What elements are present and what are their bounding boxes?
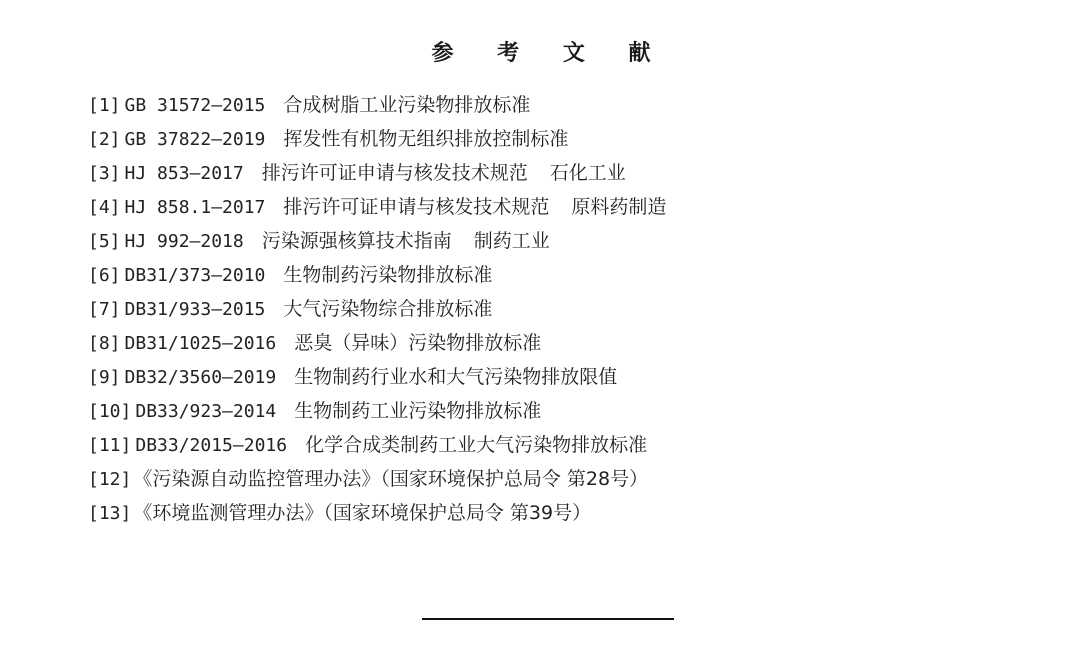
reference-item	[88, 496, 666, 530]
reference-title: 排污许可证申请与核发技术规范	[261, 162, 528, 184]
reference-item	[88, 88, 666, 122]
reference-subtitle: 原料药制造	[571, 196, 667, 218]
reference-number: [10]	[88, 401, 132, 422]
reference-title: 生物制药行业水和大气污染物排放限值	[294, 366, 618, 388]
reference-number: [1]	[88, 95, 121, 116]
reference-code: DB31/933—2015	[124, 299, 266, 320]
reference-number: [3]	[88, 163, 121, 184]
reference-title: 生物制药工业污染物排放标准	[294, 400, 542, 422]
reference-item	[88, 462, 666, 496]
reference-number: [12]	[88, 469, 132, 490]
reference-code: DB32/3560—2019	[124, 367, 277, 388]
reference-code: DB33/923—2014	[135, 401, 277, 422]
end-divider	[422, 618, 674, 620]
reference-number: [11]	[88, 435, 132, 456]
reference-code: GB 37822—2019	[124, 129, 266, 150]
reference-number: [5]	[88, 231, 121, 252]
reference-title: 合成树脂工业污染物排放标准	[283, 94, 531, 116]
reference-number: [6]	[88, 265, 121, 286]
reference-subtitle: 制药工业	[473, 230, 550, 252]
reference-title: 《污染源自动监控管理办法》（国家环境保护总局令 第28号）	[133, 468, 649, 490]
reference-item	[88, 224, 666, 258]
reference-item	[88, 394, 666, 428]
reference-item	[88, 156, 666, 190]
reference-code: HJ 853—2017	[124, 163, 244, 184]
reference-number: [7]	[88, 299, 121, 320]
reference-number: [9]	[88, 367, 121, 388]
reference-title: 排污许可证申请与核发技术规范	[283, 196, 550, 218]
reference-title: 大气污染物综合排放标准	[283, 298, 493, 320]
reference-title: 《环境监测管理办法》（国家环境保护总局令 第39号）	[133, 502, 592, 524]
page-title: 参 考 文 献	[431, 41, 669, 66]
reference-code: HJ 992—2018	[124, 231, 244, 252]
reference-code: DB31/373—2010	[124, 265, 266, 286]
reference-item	[88, 190, 666, 224]
reference-item	[88, 326, 666, 360]
reference-code: DB31/1025—2016	[124, 333, 277, 354]
reference-item	[88, 122, 666, 156]
reference-title: 生物制药污染物排放标准	[283, 264, 493, 286]
reference-number: [4]	[88, 197, 121, 218]
reference-code: HJ 858.1—2017	[124, 197, 266, 218]
reference-subtitle: 石化工业	[549, 162, 626, 184]
reference-title: 恶臭（异味）污染物排放标准	[294, 332, 542, 354]
reference-item	[88, 258, 666, 292]
reference-item	[88, 292, 666, 326]
reference-item	[88, 360, 666, 394]
reference-number: [2]	[88, 129, 121, 150]
reference-number: [13]	[88, 503, 132, 524]
reference-code: DB33/2015—2016	[135, 435, 288, 456]
reference-title: 污染源强核算技术指南	[261, 230, 452, 252]
reference-list	[88, 88, 666, 530]
reference-title: 化学合成类制药工业大气污染物排放标准	[305, 434, 648, 456]
reference-code: GB 31572—2015	[124, 95, 266, 116]
reference-title: 挥发性有机物无组织排放控制标准	[283, 128, 569, 150]
reference-item	[88, 428, 666, 462]
reference-number: [8]	[88, 333, 121, 354]
